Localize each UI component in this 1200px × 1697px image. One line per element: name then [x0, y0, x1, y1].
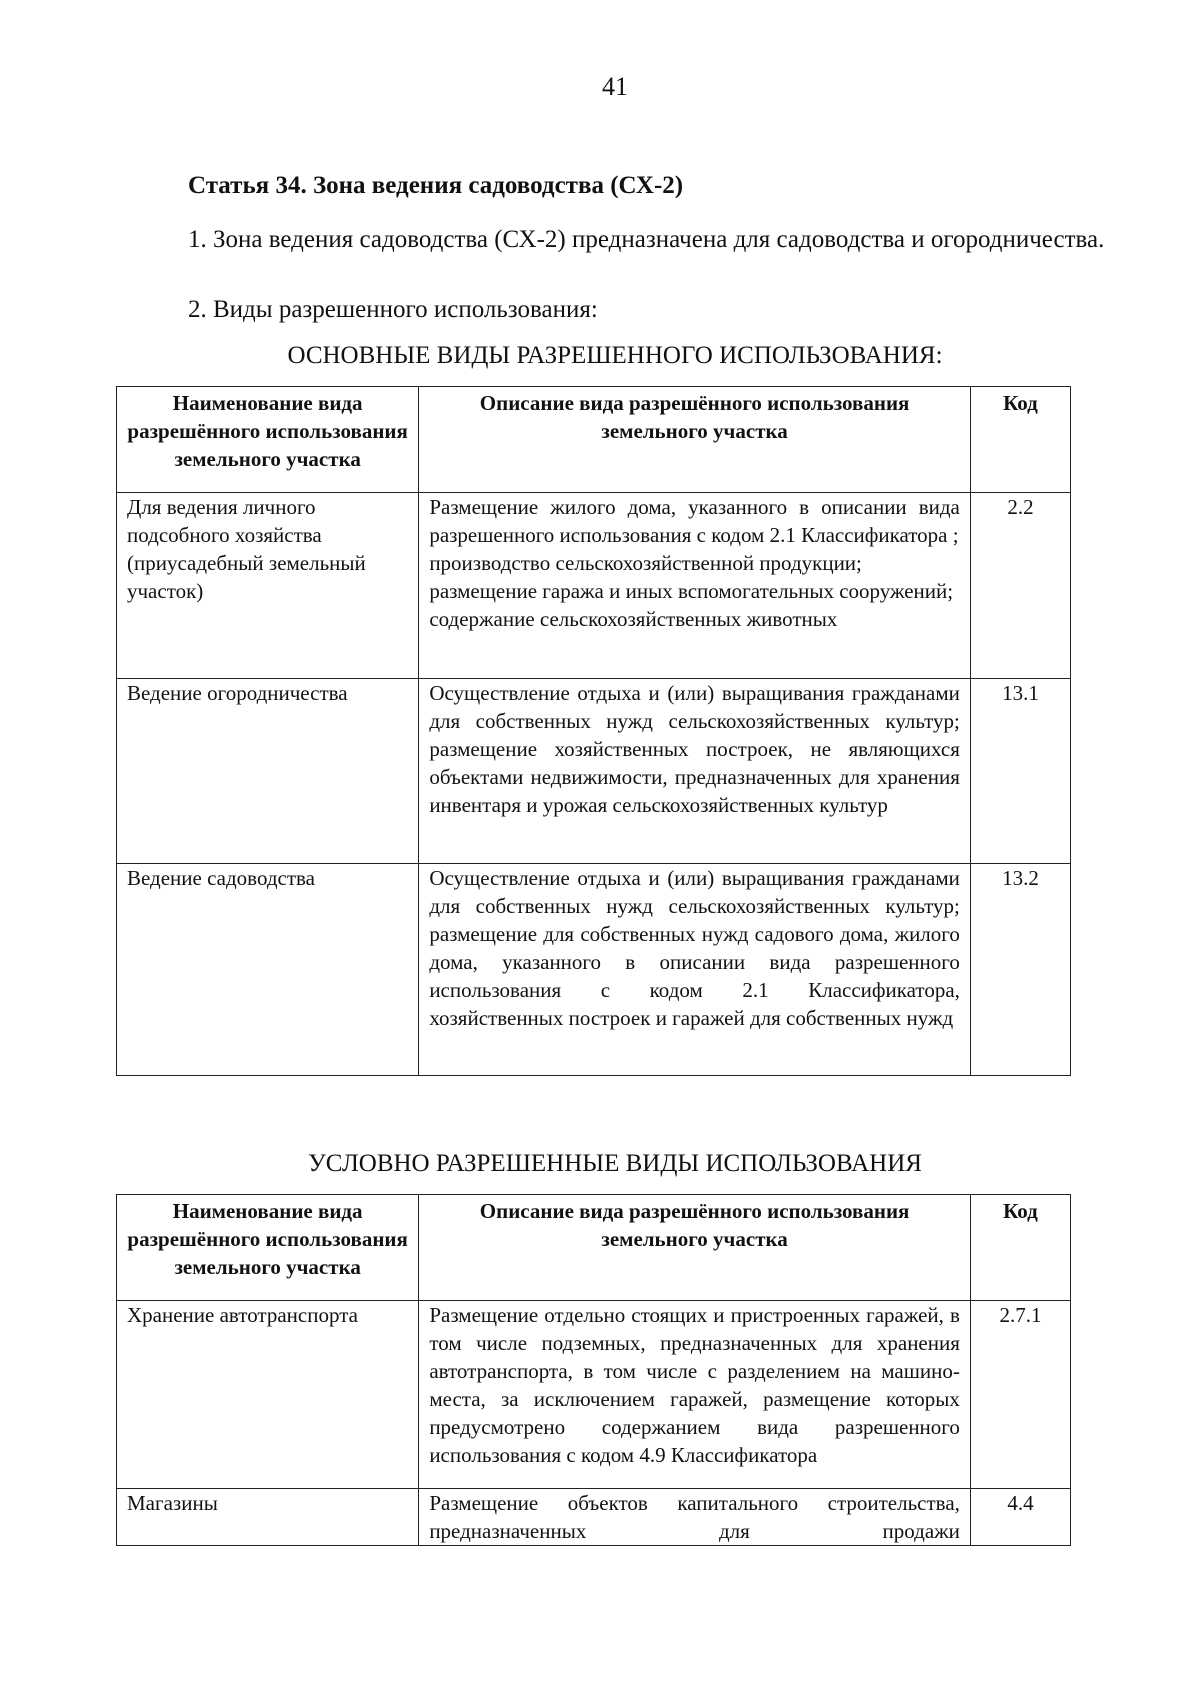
row-name: Магазины	[117, 1489, 419, 1546]
row-description: Размещение отдельно стоящих и пристроенных гаражей, в том числе подземных, предназначенных для хранения автотранспорта, в том числе с разделением на машино-места, за исключением гаражей, размещение которых предусмотрено содержанием вида разрешенного использования с кодом 4.9 Классификатора	[419, 1301, 971, 1489]
row-code: 2.7.1	[970, 1301, 1070, 1489]
description-line: производство сельскохозяйственной продукции;	[429, 551, 862, 575]
page-number: 41	[602, 72, 628, 101]
header-name: Наименование вида разрешённого использования земельного участка	[117, 1195, 419, 1301]
main-uses-table	[116, 386, 1071, 1076]
header-description: Описание вида разрешённого использования земельного участка	[419, 387, 971, 493]
table-row	[117, 1489, 1071, 1546]
row-name: Хранение автотранспорта	[117, 1301, 419, 1489]
row-description	[419, 493, 971, 679]
header-name: Наименование вида разрешённого использования земельного участка	[117, 387, 419, 493]
conditional-uses-title: УСЛОВНО РАЗРЕШЕННЫЕ ВИДЫ ИСПОЛЬЗОВАНИЯ	[308, 1150, 922, 1177]
paragraph-zone-purpose-text: 1. Зона ведения садоводства (СХ-2) предназначена для садоводства и огородничества.	[188, 226, 1105, 253]
row-name: Для ведения личного подсобного хозяйства (приусадебный земельный участок)	[117, 493, 419, 679]
header-code: Код	[970, 387, 1070, 493]
table-row	[117, 864, 1071, 1076]
header-description: Описание вида разрешённого использования земельного участка	[419, 1195, 971, 1301]
article-title: Статья 34. Зона ведения садоводства (СХ-2)	[188, 172, 684, 199]
main-uses-title: ОСНОВНЫЕ ВИДЫ РАЗРЕШЕННОГО ИСПОЛЬЗОВАНИЯ:	[287, 342, 943, 369]
table-header-row	[117, 387, 1071, 493]
row-description	[419, 1489, 971, 1546]
row-code: 13.2	[970, 864, 1070, 1076]
table-header-row	[117, 1195, 1071, 1301]
conditional-uses-table	[116, 1194, 1071, 1546]
row-name: Ведение садоводства	[117, 864, 419, 1076]
table-row	[117, 679, 1071, 864]
row-code: 2.2	[970, 493, 1070, 679]
row-name: Ведение огородничества	[117, 679, 419, 864]
paragraph-permitted-uses: 2. Виды разрешенного использования:	[188, 296, 598, 323]
description-line: размещение гаража и иных вспомогательных сооружений;	[429, 579, 954, 603]
table-row	[117, 1301, 1071, 1489]
table-row	[117, 493, 1071, 679]
row-description: Осуществление отдыха и (или) выращивания гражданами для собственных нужд сельскохозяйственных культур; размещение для собственных нужд садового дома, жилого дома, указанного в описании вида разрешенного использования с кодом 2.1 Классификатора, хозяйственных построек и гаражей для собственных нужд	[419, 864, 971, 1076]
description-line: Размещение объектов капитального строительства, предназначенных для продажи	[429, 1491, 960, 1543]
row-description: Осуществление отдыха и (или) выращивания гражданами для собственных нужд сельскохозяйственных культур; размещение хозяйственных построек, не являющихся объектами недвижимости, предназначенных для хранения инвентаря и урожая сельскохозяйственных культур	[419, 679, 971, 864]
description-line: Размещение жилого дома, указанного в описании вида разрешенного использования с кодом 2.1 Классификатора ;	[429, 495, 960, 547]
paragraph-zone-purpose	[116, 222, 1119, 257]
description-line: содержание сельскохозяйственных животных	[429, 607, 838, 631]
row-code: 13.1	[970, 679, 1070, 864]
row-code: 4.4	[970, 1489, 1070, 1546]
header-code: Код	[970, 1195, 1070, 1301]
